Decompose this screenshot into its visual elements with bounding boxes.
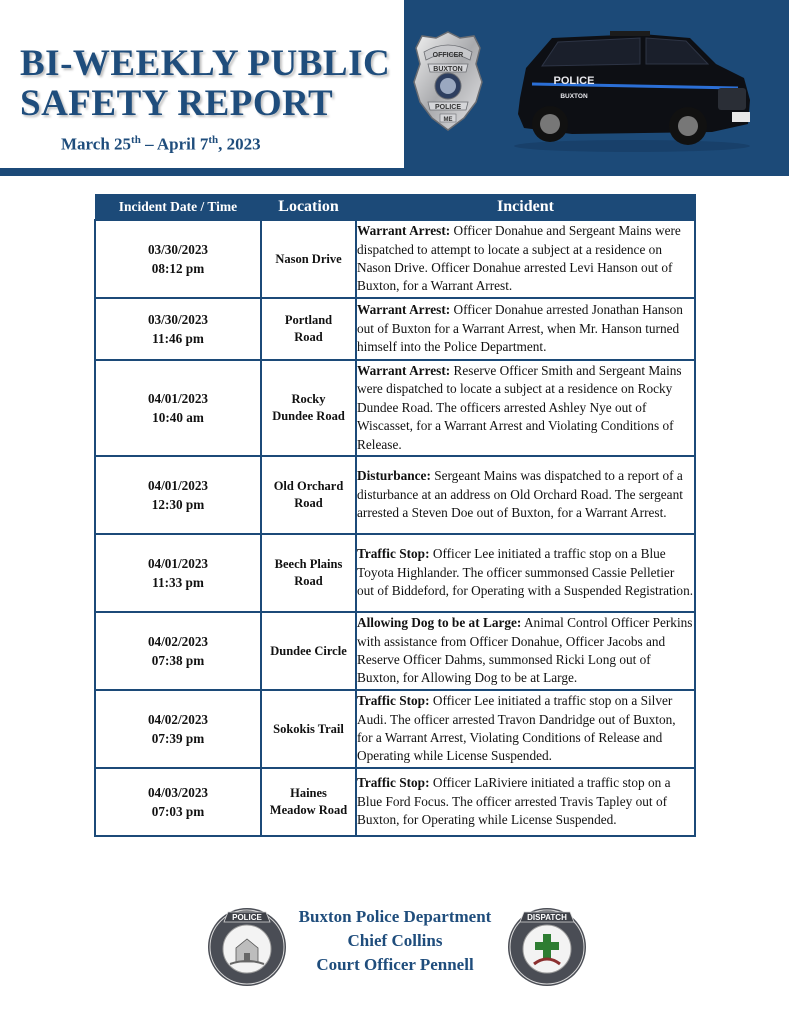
footer-court-officer: Court Officer Pennell bbox=[316, 955, 474, 974]
car-police-text: POLICE bbox=[553, 75, 595, 87]
incident-text: Sergeant Mains was dispatched to a report of a disturbance at an address on Old Orchard Road. The sergeant arrested a Steven Doe out of Buxton, for a Warrant Arrest. bbox=[357, 468, 683, 521]
incident-type: Traffic Stop: bbox=[357, 775, 430, 791]
report-header bbox=[0, 0, 789, 178]
incident-date: 04/02/2023 bbox=[147, 712, 209, 727]
incident-description bbox=[356, 612, 695, 690]
incident-location bbox=[261, 768, 356, 836]
incident-type: Traffic Stop: bbox=[357, 546, 430, 562]
incident-description bbox=[356, 360, 695, 456]
incident-datetime bbox=[95, 220, 261, 298]
location-line-1: Old Orchard bbox=[273, 479, 344, 493]
location-line-1: Sokokis Trail bbox=[273, 721, 344, 736]
report-date-range bbox=[61, 134, 261, 155]
incident-description bbox=[356, 220, 695, 298]
incident-date: 04/01/2023 bbox=[147, 556, 209, 571]
incident-description bbox=[356, 768, 695, 836]
title-line-1: BI-WEEKLY PUBLIC bbox=[20, 43, 391, 84]
police-suv-icon bbox=[512, 28, 752, 153]
incident-date: 04/02/2023 bbox=[147, 634, 209, 649]
column-header-date: Incident Date / Time bbox=[95, 195, 261, 221]
location-line-2: Dundee Road bbox=[272, 409, 345, 423]
incident-description bbox=[356, 298, 695, 360]
incident-time: 10:40 am bbox=[152, 410, 204, 425]
incident-text: Officer Donahue arrested Jonathan Hanson out of Buxton for a Warrant Arrest, when Mr. Hanson turned himself into the Police Department. bbox=[357, 302, 683, 355]
badge-state-text: ME bbox=[443, 117, 453, 123]
date-year: , 2023 bbox=[218, 134, 261, 154]
incident-date: 04/01/2023 bbox=[147, 391, 209, 406]
incident-date: 04/03/2023 bbox=[147, 785, 209, 800]
location-line-1: Haines bbox=[290, 786, 327, 800]
incident-datetime bbox=[95, 534, 261, 612]
badge-town-text: BUXTON bbox=[433, 66, 463, 73]
table-row bbox=[95, 768, 695, 836]
incident-description bbox=[356, 534, 695, 612]
footer-signature-block bbox=[262, 905, 528, 977]
incident-location bbox=[261, 220, 356, 298]
incident-type: Traffic Stop: bbox=[357, 693, 430, 709]
location-line-1: Dundee Circle bbox=[270, 643, 347, 658]
table-row bbox=[95, 456, 695, 534]
badge-police-text: POLICE bbox=[434, 104, 462, 111]
table-row bbox=[95, 612, 695, 690]
incident-time: 11:46 pm bbox=[152, 331, 204, 346]
incident-location bbox=[261, 690, 356, 768]
incident-datetime bbox=[95, 456, 261, 534]
police-badge-icon bbox=[410, 30, 486, 132]
date-end-suffix: th bbox=[208, 134, 219, 146]
incident-type: Warrant Arrest: bbox=[357, 362, 451, 378]
table-row bbox=[95, 360, 695, 456]
incident-datetime bbox=[95, 690, 261, 768]
seal-left-label: POLICE bbox=[232, 913, 262, 922]
incident-type: Disturbance: bbox=[357, 468, 431, 484]
table-row bbox=[95, 298, 695, 360]
report-title bbox=[20, 44, 400, 124]
badge-officer-text: OFFICER bbox=[432, 52, 464, 59]
incident-location bbox=[261, 456, 356, 534]
table-row bbox=[95, 690, 695, 768]
incident-type: Warrant Arrest: bbox=[357, 302, 451, 318]
incident-datetime bbox=[95, 360, 261, 456]
location-line-2: Road bbox=[294, 330, 323, 344]
footer-chief: Chief Collins bbox=[347, 931, 443, 950]
incident-time: 08:12 pm bbox=[151, 261, 205, 276]
incident-text: Officer LaRiviere initiated a traffic stop on a Blue Ford Focus. The officer arrested Travis Tapley out of Buxton, for Operating while License Suspended. bbox=[357, 775, 671, 828]
incident-description bbox=[356, 690, 695, 768]
date-start: March 25 bbox=[61, 134, 132, 154]
date-start-suffix: th bbox=[131, 134, 141, 146]
location-line-1: Beech Plains bbox=[274, 557, 343, 571]
dispatch-seal-icon bbox=[506, 906, 588, 988]
incident-type: Allowing Dog to be at Large: bbox=[357, 615, 522, 631]
incident-text: Officer Lee initiated a traffic stop on a Blue Toyota Highlander. The officer summonsed Cassie Pelletier out of Biddeford, for Operating with a Suspended Registration. bbox=[357, 546, 694, 599]
incident-description bbox=[356, 456, 695, 534]
incident-text: Reserve Officer Smith and Sergeant Mains were dispatched to locate a subject at a residence on Rocky Dundee Road. The officers arrested Ashley Nye out of Wiscasset, for a Warrant Arrest and Violating Conditions of Release. bbox=[357, 362, 682, 452]
incident-type: Warrant Arrest: bbox=[357, 223, 451, 239]
incident-date: 03/30/2023 bbox=[147, 312, 209, 327]
incident-time: 11:33 pm bbox=[152, 575, 204, 590]
incident-location bbox=[261, 612, 356, 690]
incident-datetime bbox=[95, 298, 261, 360]
footer-department: Buxton Police Department bbox=[298, 907, 492, 926]
table-row bbox=[95, 534, 695, 612]
column-header-location: Location bbox=[261, 195, 356, 221]
header-stripe bbox=[0, 168, 789, 176]
incident-datetime bbox=[95, 612, 261, 690]
car-buxton-text: BUXTON bbox=[560, 93, 588, 100]
location-line-1: Nason Drive bbox=[275, 251, 342, 266]
incident-time: 07:39 pm bbox=[151, 731, 205, 746]
incidents-table bbox=[94, 194, 696, 837]
table-row bbox=[95, 220, 695, 298]
incident-datetime bbox=[95, 768, 261, 836]
location-line-2: Meadow Road bbox=[269, 803, 348, 817]
incident-text: Animal Control Officer Perkins with assistance from Officer Donahue, Officer Jacobs and Reserve Officer Dahms, summonsed Ricki Long out of Buxton, for Allowing Dog to be at Large. bbox=[357, 615, 693, 686]
location-line-2: Road bbox=[294, 496, 323, 510]
location-line-1: Portland bbox=[284, 313, 333, 327]
seal-right-label: DISPATCH bbox=[527, 913, 567, 922]
incident-location bbox=[261, 534, 356, 612]
table-header-row bbox=[95, 195, 695, 221]
incident-time: 12:30 pm bbox=[151, 497, 205, 512]
incident-location bbox=[261, 298, 356, 360]
incident-time: 07:38 pm bbox=[151, 653, 205, 668]
location-line-1: Rocky bbox=[291, 392, 326, 406]
incident-text: Officer Lee initiated a traffic stop on a Silver Audi. The officer arrested Travon Dandridge out of Buxton, for a Warrant Arrest, Violating Conditions of Release and Operating while License Suspended. bbox=[357, 693, 676, 764]
incident-time: 07:03 pm bbox=[151, 804, 205, 819]
incident-date: 03/30/2023 bbox=[147, 242, 209, 257]
column-header-incident: Incident bbox=[356, 195, 695, 221]
title-line-2: SAFETY REPORT bbox=[20, 83, 334, 124]
incident-text: Officer Donahue and Sergeant Mains were dispatched to attempt to locate a subject at a residence on Nason Drive. Officer Donahue arrested Levi Hanson out of Buxton, for a Warrant Arrest. bbox=[357, 223, 681, 294]
date-separator: – April 7 bbox=[140, 134, 209, 154]
incident-date: 04/01/2023 bbox=[147, 478, 209, 493]
location-line-2: Road bbox=[294, 574, 323, 588]
incident-location bbox=[261, 360, 356, 456]
